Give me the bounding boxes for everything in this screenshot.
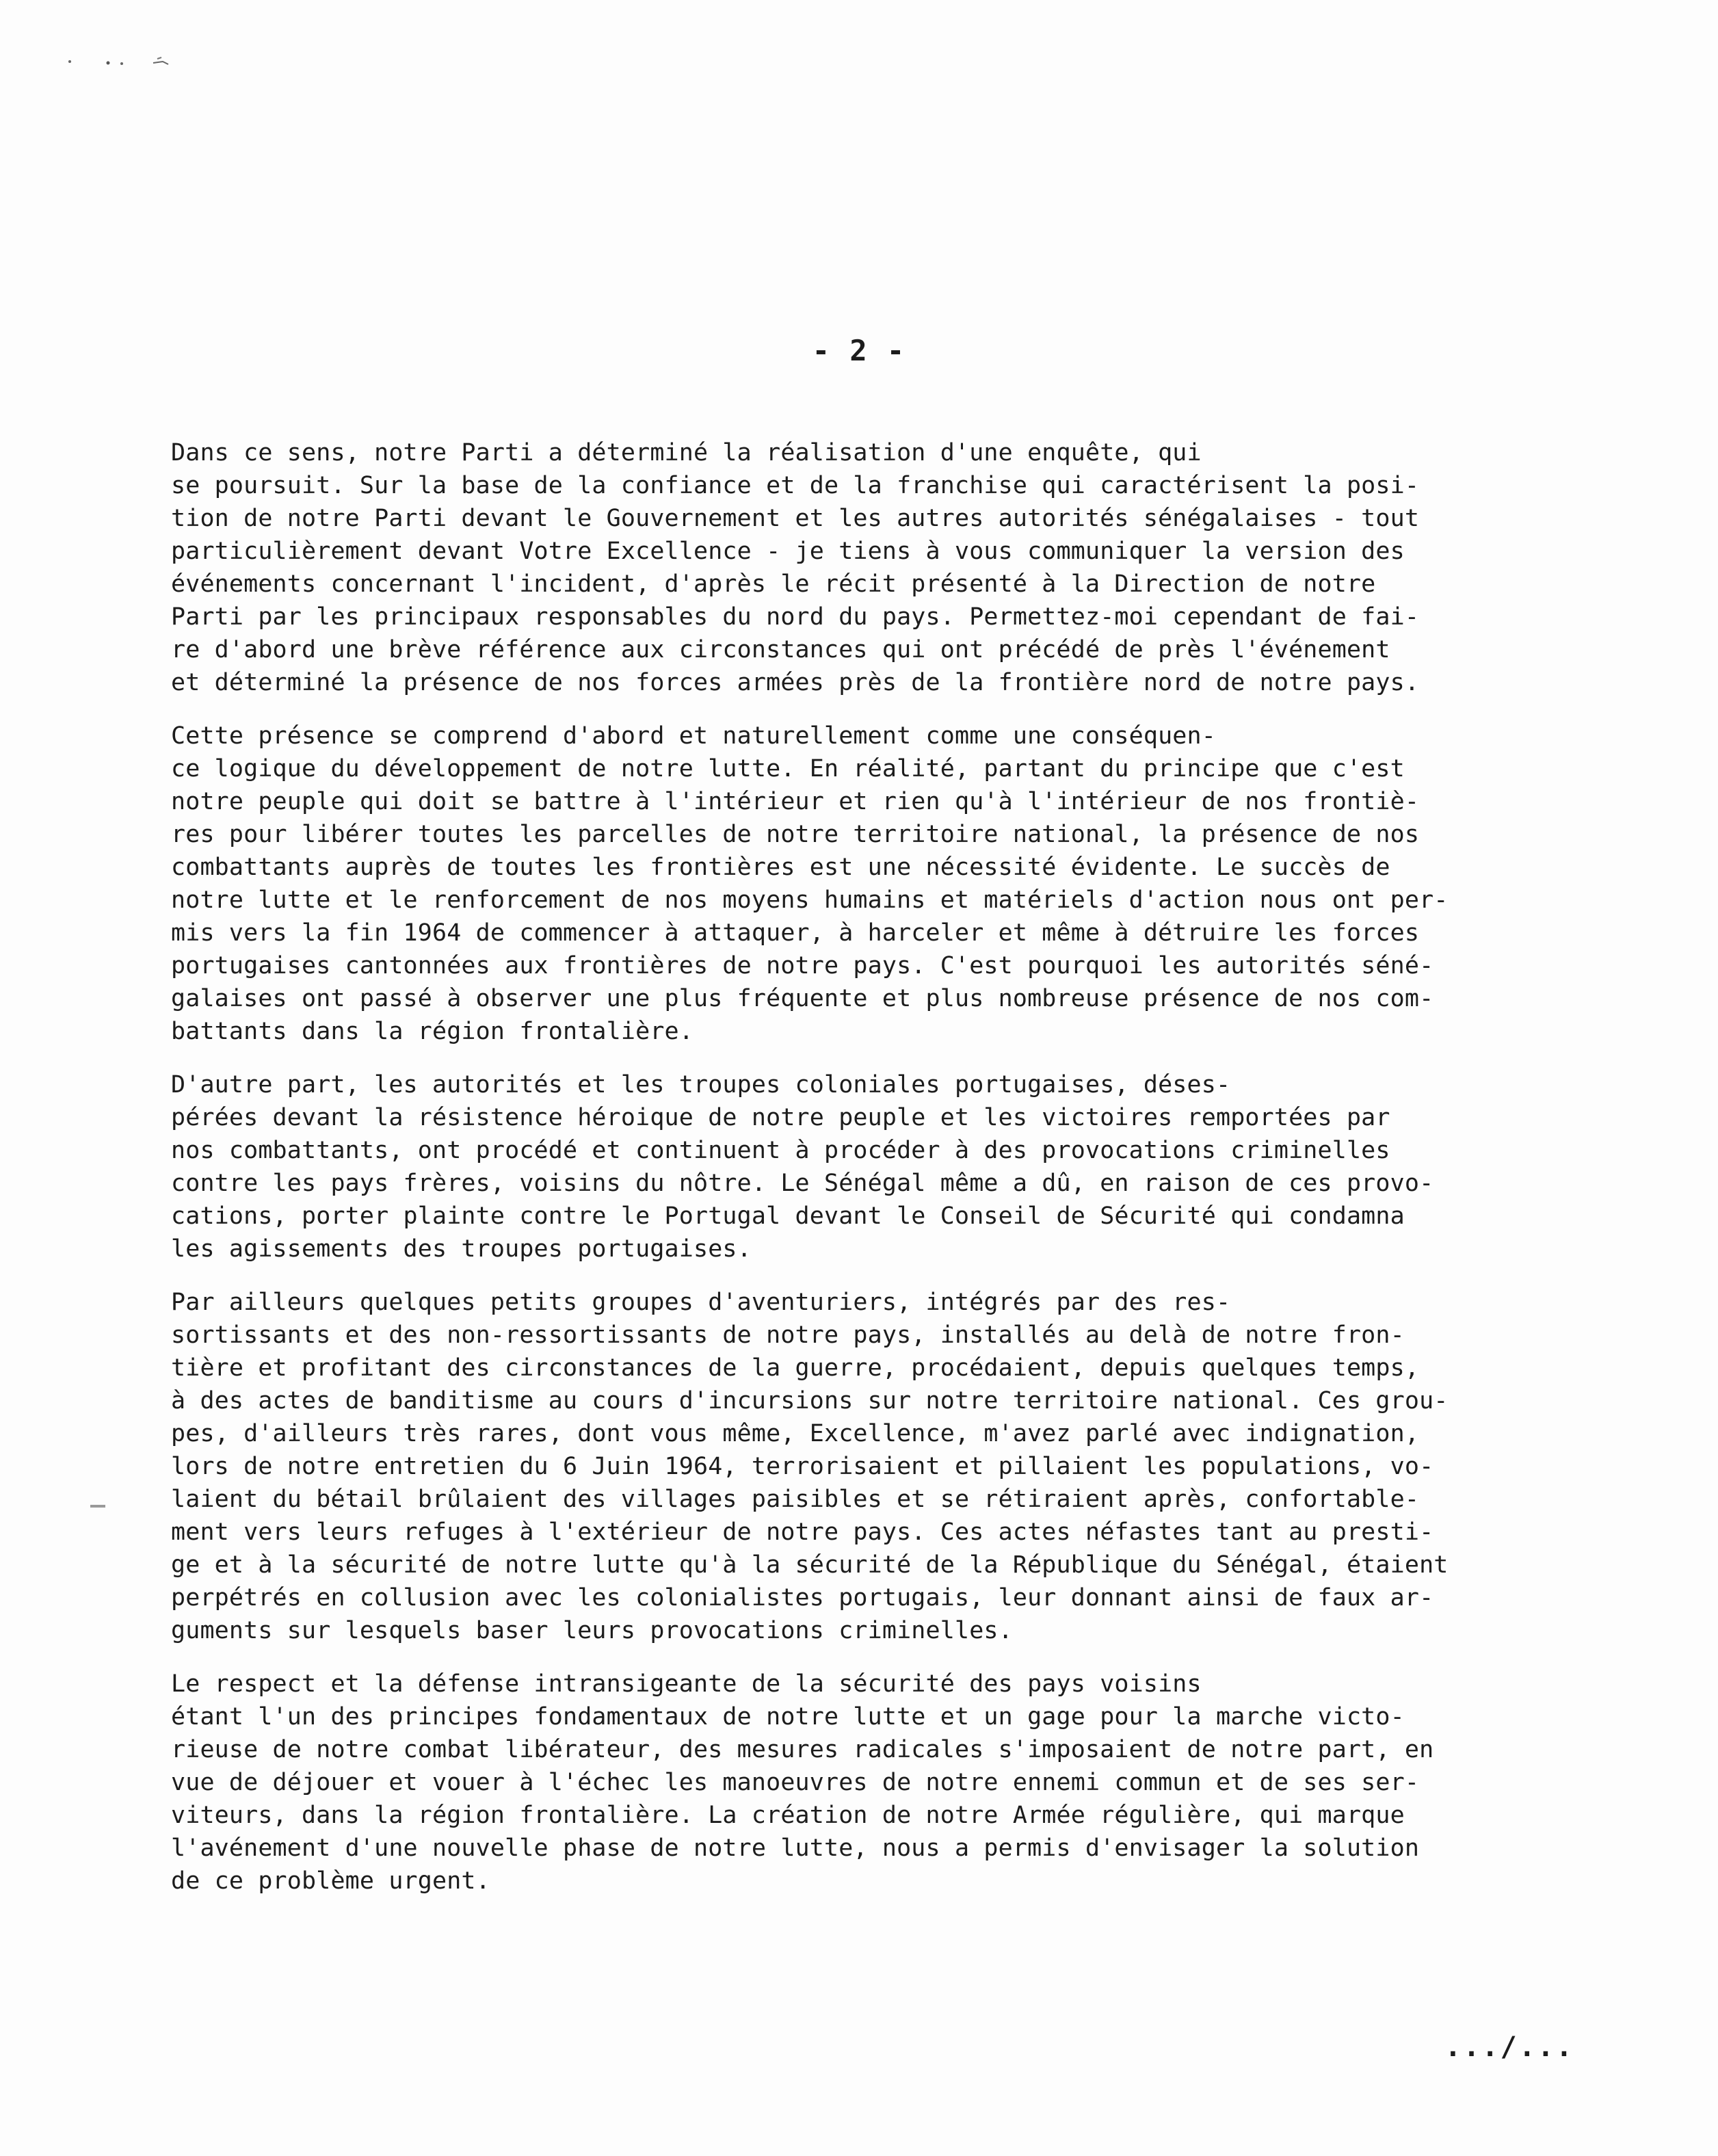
letter-body — [171, 436, 1594, 1918]
text-line: res pour libérer toutes les parcelles de notre territoire national, la présence de nos — [171, 821, 1420, 848]
text-line: tière et profitant des circonstances de la guerre, procédaient, depuis quelques temps, — [171, 1354, 1420, 1382]
paragraph-5 — [171, 1668, 1594, 1897]
text-line: viteurs, dans la région frontalière. La création de notre Armée régulière, qui marque — [171, 1802, 1405, 1829]
text-line: vue de déjouer et vouer à l'échec les manoeuvres de notre ennemi commun et de ses ser- — [171, 1769, 1420, 1796]
text-line: galaises ont passé à observer une plus fréquente et plus nombreuse présence de nos com- — [171, 985, 1434, 1012]
text-line: laient du bétail brûlaient des villages paisibles et se rétiraient après, confortable- — [171, 1486, 1420, 1513]
scan-mark — [90, 1505, 105, 1508]
text-line: particulièrement devant Votre Excellence - je tiens à vous communiquer la version des — [171, 538, 1405, 565]
text-line: Dans ce sens, notre Parti a déterminé la réalisation d'une enquête, qui — [171, 439, 1202, 466]
text-line: de ce problème urgent. — [171, 1867, 490, 1895]
paragraph-3 — [171, 1068, 1594, 1265]
text-line: à des actes de banditisme au cours d'incursions sur notre territoire national. Ces grou- — [171, 1387, 1449, 1415]
text-line: lors de notre entretien du 6 Juin 1964, terrorisaient et pillaient les populations, vo- — [171, 1453, 1434, 1480]
text-line: perpétrés en collusion avec les colonialistes portugais, leur donnant ainsi de faux ar- — [171, 1584, 1434, 1612]
text-line: pes, d'ailleurs très rares, dont vous même, Excellence, m'avez parlé avec indignation, — [171, 1420, 1420, 1447]
text-line: Cette présence se comprend d'abord et naturellement comme une conséquen- — [171, 722, 1216, 750]
text-line: ce logique du développement de notre lutte. En réalité, partant du principe que c'est — [171, 755, 1405, 783]
paragraph-4 — [171, 1286, 1594, 1647]
text-line: notre peuple qui doit se battre à l'intérieur et rien qu'à l'intérieur de nos frontiè- — [171, 788, 1420, 815]
text-line: Par ailleurs quelques petits groupes d'aventuriers, intégrés par des res- — [171, 1289, 1231, 1316]
text-line: ment vers leurs refuges à l'extérieur de notre pays. Ces actes néfastes tant au presti- — [171, 1519, 1434, 1546]
text-line: guments sur lesquels baser leurs provocations criminelles. — [171, 1617, 1013, 1644]
text-line: l'avénement d'une nouvelle phase de notre lutte, nous a permis d'envisager la solution — [171, 1835, 1420, 1862]
text-line: D'autre part, les autorités et les troupes coloniales portugaises, déses- — [171, 1071, 1231, 1099]
text-line: et déterminé la présence de nos forces armées près de la frontière nord de notre pays. — [171, 669, 1420, 696]
text-line: notre lutte et le renforcement de nos moyens humains et matériels d'action nous ont per- — [171, 886, 1449, 914]
text-line: combattants auprès de toutes les frontières est une nécessité évidente. Le succès de — [171, 854, 1390, 881]
text-line: contre les pays frères, voisins du nôtre. Le Sénégal même a dû, en raison de ces provo- — [171, 1170, 1434, 1197]
text-line: ge et à la sécurité de notre lutte qu'à la sécurité de la République du Sénégal, étaient — [171, 1551, 1449, 1579]
text-line: Parti par les principaux responsables du nord du pays. Permettez-moi cependant de fai- — [171, 603, 1420, 631]
paragraph-1 — [171, 436, 1594, 699]
text-line: tion de notre Parti devant le Gouvernement et les autres autorités sénégalaises - tout — [171, 505, 1420, 532]
text-line: battants dans la région frontalière. — [171, 1018, 693, 1045]
text-line: les agissements des troupes portugaises. — [171, 1235, 752, 1263]
text-line: portugaises cantonnées aux frontières de notre pays. C'est pourquoi les autorités séné- — [171, 952, 1434, 980]
text-line: étant l'un des principes fondamentaux de notre lutte et un gage pour la marche victo- — [171, 1703, 1405, 1731]
text-line: re d'abord une brève référence aux circonstances qui ont précédé de près l'événement — [171, 636, 1390, 663]
paragraph-2 — [171, 720, 1594, 1048]
text-line: sortissants et des non-ressortissants de notre pays, installés au delà de notre fron- — [171, 1322, 1405, 1349]
text-line: événements concernant l'incident, d'après le récit présenté à la Direction de notre — [171, 570, 1376, 598]
text-line: mis vers la fin 1964 de commencer à attaquer, à harceler et même à détruire les forces — [171, 919, 1420, 947]
text-line: Le respect et la défense intransigeante de la sécurité des pays voisins — [171, 1670, 1202, 1698]
text-line: se poursuit. Sur la base de la confiance et de la franchise qui caractérisent la posi- — [171, 472, 1420, 499]
text-line: cations, porter plainte contre le Portugal devant le Conseil de Sécurité qui condamna — [171, 1202, 1405, 1230]
continuation-mark: .../... — [1444, 2032, 1574, 2063]
page-number: - 2 - — [812, 334, 906, 367]
scan-specks — [66, 48, 175, 75]
text-line: pérées devant la résistence héroique de notre peuple et les victoires remportées par — [171, 1104, 1390, 1131]
text-line: rieuse de notre combat libérateur, des mesures radicales s'imposaient de notre part, en — [171, 1736, 1434, 1763]
text-line: nos combattants, ont procédé et continuent à procéder à des provocations criminelles — [171, 1137, 1390, 1164]
